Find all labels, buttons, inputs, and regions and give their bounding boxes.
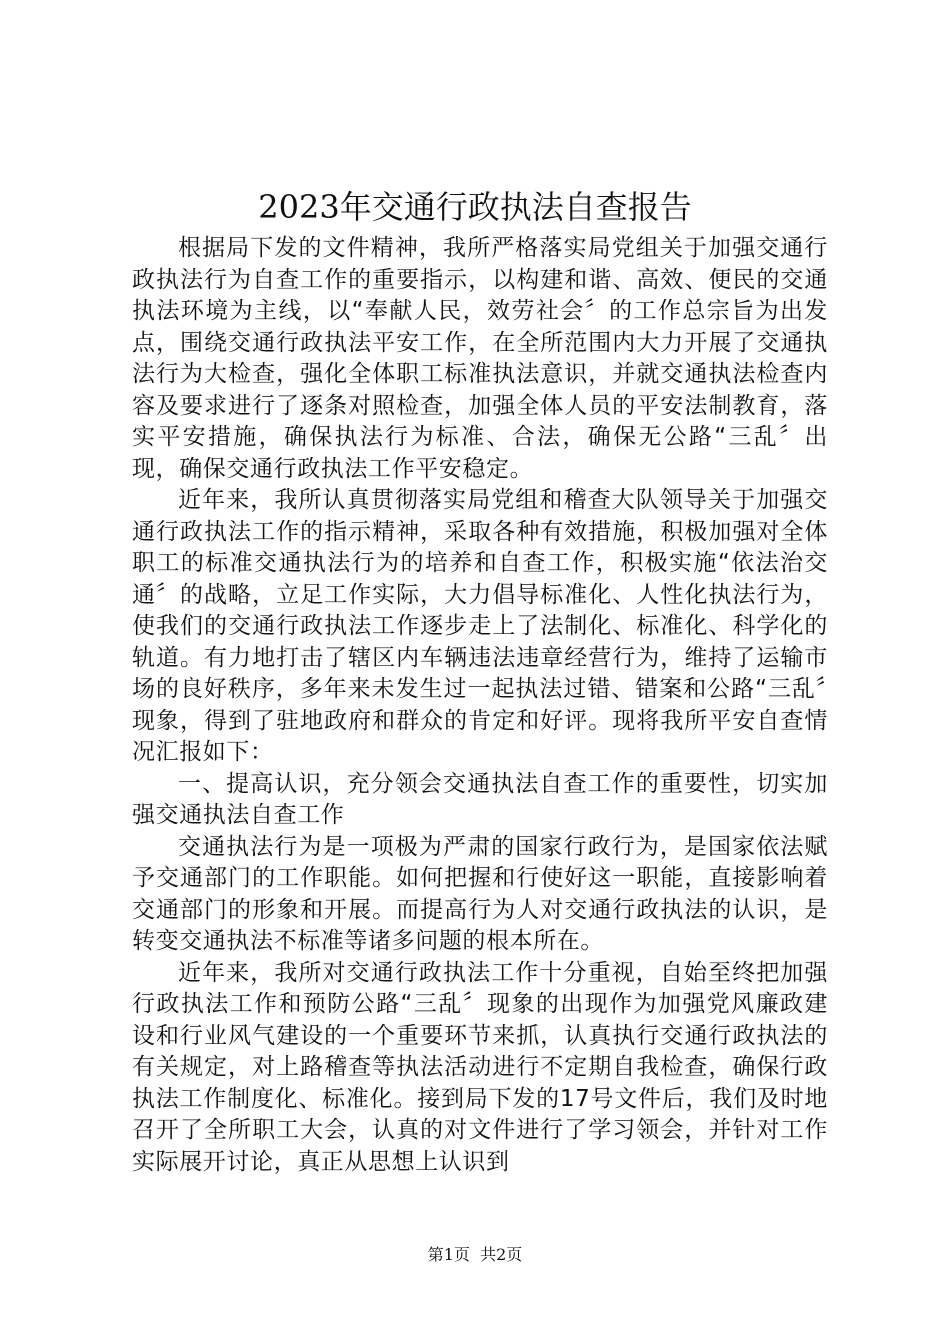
document-body (132, 233, 828, 1178)
section-heading-1: 一、提高认识，充分领会交通执法自查工作的重要性，切实加强交通执法自查工作 (132, 770, 828, 828)
paragraph-measures: 近年来，我所对交通行政执法工作十分重视，自始至终把加强行政执法工作和预防公路“三乱〞现象的出现作为加强党风廉政建设和行业风气建设的一个重要环节来抓，认真执行交通行政执法的有关规定，对上路稽查等执法活动进行不定期自我检查，确保行政执法工作制度化、标准化。接到局下发的17号文件后，我们及时地召开了全所职工大会，认真的对文件进行了学习领会，并针对工作实际展开讨论，真正从思想上认识到 (132, 959, 828, 1175)
page-number: 第1页 (427, 1245, 470, 1264)
page-footer (0, 1245, 950, 1265)
paragraph-importance: 交通执法行为是一项极为严肃的国家行政行为，是国家依法赋予交通部门的工作职能。如何把握和行使好这一职能，直接影响着交通部门的形象和开展。而提高行为人对交通行政执法的认识，是转变交通执法不标准等诸多问题的根本所在。 (132, 833, 828, 954)
page-total: 共2页 (480, 1245, 523, 1264)
paragraph-background: 近年来，我所认真贯彻落实局党组和稽查大队领导关于加强交通行政执法工作的指示精神，采取各种有效措施，积极加强对全体职工的标准交通执法行为的培养和自查工作，积极实施“依法治交通〞的战略，立足工作实际，大力倡导标准化、人性化执法行为，使我们的交通行政执法工作逐步走上了法制化、标准化、科学化的轨道。有力地打击了辖区内车辆违法违章经营行为，维持了运输市场的良好秩序，多年来未发生过一起执法过错、错案和公路“三乱〞现象，得到了驻地政府和群众的肯定和好评。现将我所平安自查情况汇报如下： (132, 487, 828, 765)
document-title: 2023年交通行政执法自查报告 (258, 188, 692, 226)
paragraph-intro: 根据局下发的文件精神，我所严格落实局党组关于加强交通行政执法行为自查工作的重要指示，以构建和谐、高效、便民的交通执法环境为主线，以“奉献人民，效劳社会〞的工作总宗旨为出发点，围绕交通行政执法平安工作，在全所范围内大力开展了交通执法行为大检查，强化全体职工标准执法意识，并就交通执法检查内容及要求进行了逐条对照检查，加强全体人员的平安法制教育，落实平安措施，确保执法行为标准、合法，确保无公路“三乱〞出现，确保交通行政执法工作平安稳定。 (132, 235, 828, 482)
